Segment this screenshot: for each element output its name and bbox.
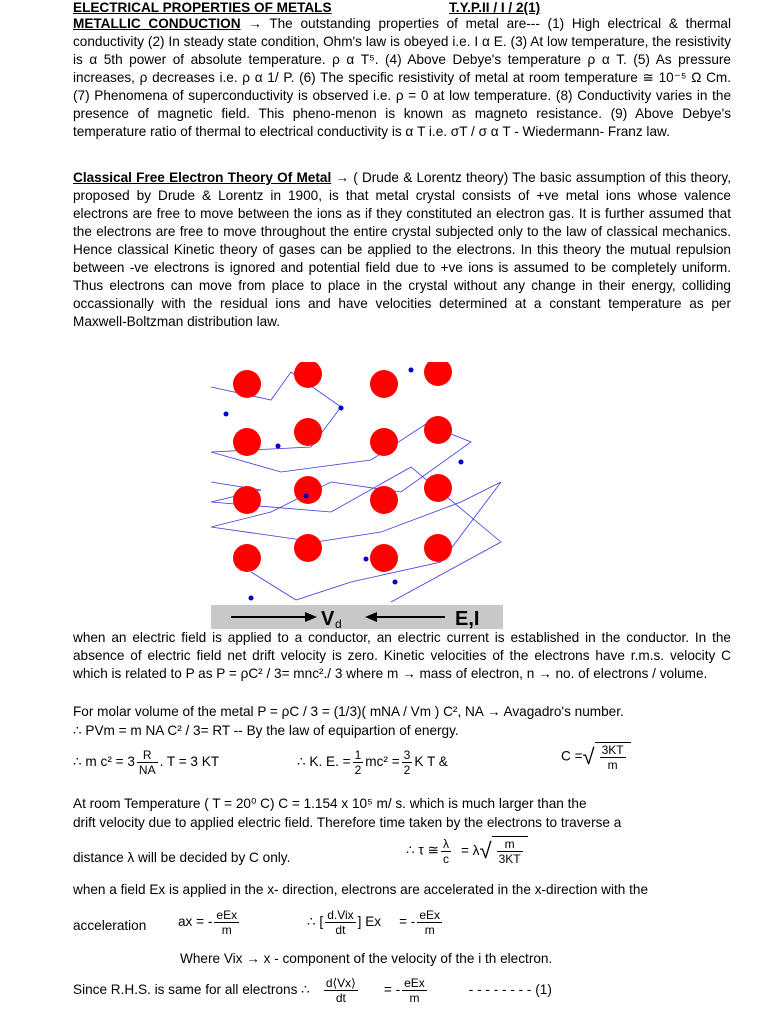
acceleration-equation: ax = - $\frac{\text{eEx}}{m}$: [178, 908, 238, 937]
free-electron: [339, 406, 344, 411]
metallic-conduction-text: → The outstanding properties of metal are--- (1) High electrical & thermal conductivity (2) In steady state condition, Ohm's law is obeyed i.e. I α E. (3) At low temperature, the resistivity is α 5th power of absolute temperature. ρ α T⁵. (4) Above Debye's temperature ρ α T. (5) As pressure increases, ρ decreases i.e. ρ α 1/ P. (6) The specific resistivity of metal at room temperature ≅ 10⁻⁵ Ω Cm. (7) Phenomena of superconductivity is observed i.e. ρ = 0 at low temperature. (8) Conductivity varies in the presence of magnetic field. This pheno-menon is known as magneto resistance. (9) Above Debye's temperature ratio of thermal to electrical conductivity is α T i.e. σT / σ α T - Wiedermann- Franz law.: [73, 16, 731, 139]
mc2-equation: ∴ m c² = 3 $\frac{R}{NA}$ . T = 3 KT: [73, 748, 220, 777]
room-temperature-line: At room Temperature ( T = 20⁰ C) C = 1.154 x 10⁵ m/ s. which is much larger than the: [73, 796, 587, 811]
metal-ion: [294, 534, 322, 562]
metal-ion: [233, 486, 261, 514]
metal-ion: [294, 418, 322, 446]
document-title: ELECTRICAL PROPERTIES OF METALS: [73, 0, 332, 15]
metal-ion: [233, 370, 261, 398]
metallic-conduction-paragraph: [73, 15, 731, 141]
metal-ion: [424, 416, 452, 444]
field-current-label: E,I: [455, 608, 480, 630]
free-electron: [459, 460, 464, 465]
free-electron: [276, 444, 281, 449]
free-electron: [224, 412, 229, 417]
kinetic-energy-equation: ∴ K. E. = $\frac{1}{2}$ mc² = $\frac{3}{2}$ K T &: [297, 748, 448, 777]
metal-ion: [370, 544, 398, 572]
classical-theory-text: → ( Drude & Lorentz theory) The basic assumption of this theory, proposed by Drude & Lorentz in 1900, is that metal crystal consists of +ve metal ions whose valence electrons are free to move between the ions as if they constituted an electron gas. It is further assumed that the electrons are free to move throughout the entire crystal subjected only to the law of classical mechanics. Hence classical Kinetic theory of gases can be applied to the electrons. In this theory the mutual repulsion between -ve electrons is ignored and potential field due to +ve ions is assumed to be completely uniform. Thus electrons can move from place to place in the crystal without any change in their energy, colliding occassionally with the residual ions and have velocities determined at a constant temperature as per Maxwell-Boltzman distribution law.: [73, 170, 731, 329]
where-line: Where Vix → x - component of the velocity of the i th electron.: [180, 951, 553, 966]
free-electron: [364, 557, 369, 562]
metal-ion: [424, 362, 452, 386]
metal-ion: [424, 474, 452, 502]
distance-text: distance λ will be decided by C only.: [73, 850, 291, 865]
metal-ion: [294, 362, 322, 388]
metal-ion: [370, 486, 398, 514]
acceleration-label: acceleration: [73, 918, 147, 933]
tau-equation: ∴ τ ≅ $\frac{\lambda}{c}$ = λ√ $\frac{m}{3KT}$: [406, 836, 528, 866]
field-x-line: when a field Ex is applied in the x- direction, electrons are accelerated in the x-direction with the: [73, 882, 649, 897]
drift-velocity-subscript: d: [335, 617, 342, 630]
metal-ion: [233, 428, 261, 456]
metallic-conduction-heading: METALLIC CONDUCTION: [73, 16, 241, 31]
drift-velocity-line: drift velocity due to applied electric field. Therefore time taken by the electrons to traverse a: [73, 815, 622, 830]
rms-velocity-equation: C =√ $\frac{3KT}{m}$: [561, 742, 631, 772]
metal-ion: [370, 428, 398, 456]
drift-velocity-label: V: [321, 608, 335, 630]
electric-field-paragraph: when an electric field is applied to a conductor, an electric current is established in the conductor. In the absence of electric field net drift velocity is zero. Kinetic velocities of the electrons have r.m.s. velocity C which is related to P as P = ρC² / 3= mnc²./ 3 where m → mass of electron, n → no. of electrons / volume.: [73, 630, 731, 681]
velocity-derivative-equation: ∴ [ $\frac{\text{d.Vix}}{dt}$ ] Ex = - $\frac{\text{eEx}}{m}$: [307, 908, 441, 937]
free-electron: [304, 494, 309, 499]
since-equation: Since R.H.S. is same for all electrons ∴ $\frac{d⟨Vx⟩}{dt}$ = - $\frac{\text{eEx}}{m}$ - - - - - - - - (1): [73, 976, 552, 1005]
free-electron: [393, 580, 398, 585]
molar-volume-line: For molar volume of the metal P = ρC / 3 = (1/3)( mNA / Vm ) C², NA → Avagadro's number.: [73, 704, 624, 719]
metal-ion: [294, 476, 322, 504]
document-code: T.Y.P.II / I / 2(1): [449, 0, 541, 15]
free-electron-model-figure: [211, 362, 503, 630]
free-electron: [409, 368, 414, 373]
classical-theory-heading: Classical Free Electron Theory Of Metal: [73, 170, 332, 185]
metal-ion: [233, 544, 261, 572]
pv-equation-line: ∴ PVm = m NA C² / 3= RT -- By the law of equipartion of energy.: [73, 723, 459, 738]
metal-ion: [370, 370, 398, 398]
metal-ion: [424, 534, 452, 562]
classical-theory-paragraph: [73, 169, 731, 331]
metal-ion-lattice: [233, 362, 452, 572]
free-electron: [249, 596, 254, 601]
electron-path: [211, 467, 501, 602]
